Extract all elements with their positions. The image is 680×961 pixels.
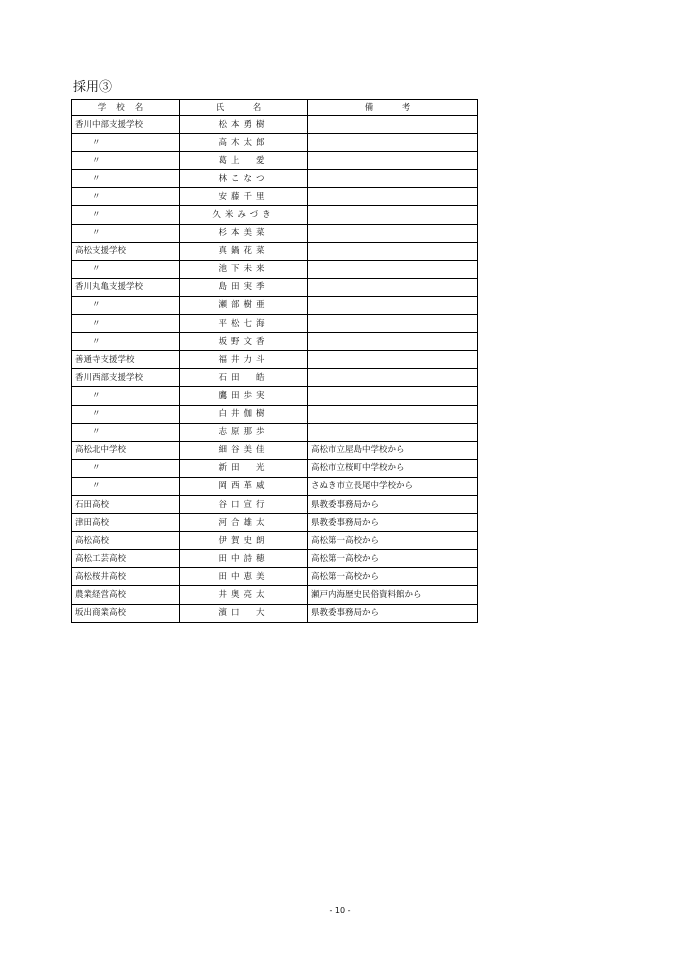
table-row: [72, 315, 478, 333]
name-cell: 島田実季: [180, 278, 308, 296]
name-cell: 瀬部樹亜: [180, 296, 308, 314]
page-number: - 10 -: [329, 906, 351, 915]
school-cell: 〃: [72, 206, 180, 224]
school-cell: 高松支援学校: [72, 242, 180, 260]
note-cell: [308, 315, 478, 333]
table-row: [72, 568, 478, 586]
note-cell: [308, 260, 478, 278]
school-cell: 農業経営高校: [72, 586, 180, 604]
school-cell: 〃: [72, 423, 180, 441]
school-cell: 〃: [72, 224, 180, 242]
table-body: [72, 116, 478, 623]
name-cell: 松本勇樹: [180, 116, 308, 134]
table-row: [72, 459, 478, 477]
note-cell: [308, 296, 478, 314]
note-cell: [308, 206, 478, 224]
table-row: [72, 278, 478, 296]
table-row: [72, 134, 478, 152]
name-cell: 田中詩穂: [180, 550, 308, 568]
name-cell: 鷹田歩実: [180, 387, 308, 405]
note-cell: [308, 369, 478, 387]
name-cell: 濱口 大: [180, 604, 308, 622]
school-cell: 善通寺支援学校: [72, 351, 180, 369]
note-cell: [308, 188, 478, 206]
name-cell: 石田 皓: [180, 369, 308, 387]
name-cell: 坂野文香: [180, 333, 308, 351]
name-cell: 福井力斗: [180, 351, 308, 369]
school-cell: 高松高校: [72, 532, 180, 550]
name-cell: 細谷美佳: [180, 441, 308, 459]
note-cell: [308, 333, 478, 351]
school-cell: 〃: [72, 152, 180, 170]
note-cell: [308, 387, 478, 405]
table-row: [72, 260, 478, 278]
table-row: [72, 242, 478, 260]
table-row: [72, 387, 478, 405]
school-cell: 〃: [72, 459, 180, 477]
table-row: [72, 405, 478, 423]
school-cell: 〃: [72, 296, 180, 314]
note-cell: [308, 351, 478, 369]
note-cell: [308, 405, 478, 423]
name-cell: 河合雄太: [180, 514, 308, 532]
school-cell: 高松工芸高校: [72, 550, 180, 568]
note-cell: [308, 134, 478, 152]
school-cell: 〃: [72, 134, 180, 152]
school-cell: 香川丸亀支援学校: [72, 278, 180, 296]
note-cell: 県教委事務局から: [308, 514, 478, 532]
table-row: [72, 369, 478, 387]
name-cell: 白井伽樹: [180, 405, 308, 423]
page-heading: 採用③: [73, 80, 113, 95]
school-cell: 高松北中学校: [72, 441, 180, 459]
table-row: [72, 514, 478, 532]
column-header-note: 備 考: [308, 100, 478, 116]
school-cell: 〃: [72, 188, 180, 206]
note-cell: 県教委事務局から: [308, 604, 478, 622]
table-row: [72, 495, 478, 513]
table-row: [72, 296, 478, 314]
table-row: [72, 224, 478, 242]
table-row: [72, 441, 478, 459]
table-row: [72, 351, 478, 369]
school-cell: 香川西部支援学校: [72, 369, 180, 387]
column-header-name: 氏 名: [180, 100, 308, 116]
table-header-row: [72, 100, 478, 116]
name-cell: 高木太郎: [180, 134, 308, 152]
note-cell: [308, 224, 478, 242]
school-cell: 〃: [72, 333, 180, 351]
note-cell: [308, 116, 478, 134]
school-cell: 香川中部支援学校: [72, 116, 180, 134]
school-cell: 石田高校: [72, 495, 180, 513]
school-cell: 〃: [72, 170, 180, 188]
table-row: [72, 532, 478, 550]
school-cell: 坂出商業高校: [72, 604, 180, 622]
table-row: [72, 423, 478, 441]
table-row: [72, 604, 478, 622]
note-cell: [308, 170, 478, 188]
name-cell: 伊賀史朗: [180, 532, 308, 550]
school-cell: 〃: [72, 260, 180, 278]
school-cell: 〃: [72, 405, 180, 423]
table-row: [72, 152, 478, 170]
note-cell: [308, 278, 478, 296]
table-row: [72, 333, 478, 351]
name-cell: 井奥亮太: [180, 586, 308, 604]
note-cell: [308, 152, 478, 170]
school-cell: 〃: [72, 477, 180, 495]
name-cell: 杉本美菜: [180, 224, 308, 242]
name-cell: 池下未来: [180, 260, 308, 278]
name-cell: 林こなつ: [180, 170, 308, 188]
name-cell: 真鍋花菜: [180, 242, 308, 260]
name-cell: 久米みづき: [180, 206, 308, 224]
table-row: [72, 170, 478, 188]
school-cell: 津田高校: [72, 514, 180, 532]
table-row: [72, 116, 478, 134]
note-cell: 高松市立桜町中学校から: [308, 459, 478, 477]
table-row: [72, 550, 478, 568]
note-cell: 瀬戸内海歴史民俗資料館から: [308, 586, 478, 604]
note-cell: 県教委事務局から: [308, 495, 478, 513]
table-row: [72, 586, 478, 604]
note-cell: さぬき市立長尾中学校から: [308, 477, 478, 495]
school-cell: 高松桜井高校: [72, 568, 180, 586]
note-cell: 高松第一高校から: [308, 550, 478, 568]
name-cell: 谷口宣行: [180, 495, 308, 513]
note-cell: [308, 423, 478, 441]
name-cell: 岡西革威: [180, 477, 308, 495]
note-cell: 高松第一高校から: [308, 532, 478, 550]
staff-table: [71, 99, 478, 623]
name-cell: 新田 光: [180, 459, 308, 477]
name-cell: 安藤千里: [180, 188, 308, 206]
table-row: [72, 477, 478, 495]
table-row: [72, 206, 478, 224]
column-header-school: 学校名: [72, 100, 180, 116]
note-cell: 高松第一高校から: [308, 568, 478, 586]
name-cell: 田中恵美: [180, 568, 308, 586]
note-cell: [308, 242, 478, 260]
note-cell: 高松市立屋島中学校から: [308, 441, 478, 459]
school-cell: 〃: [72, 315, 180, 333]
table-row: [72, 188, 478, 206]
name-cell: 平松七海: [180, 315, 308, 333]
name-cell: 志原那歩: [180, 423, 308, 441]
name-cell: 葛上 愛: [180, 152, 308, 170]
school-cell: 〃: [72, 387, 180, 405]
